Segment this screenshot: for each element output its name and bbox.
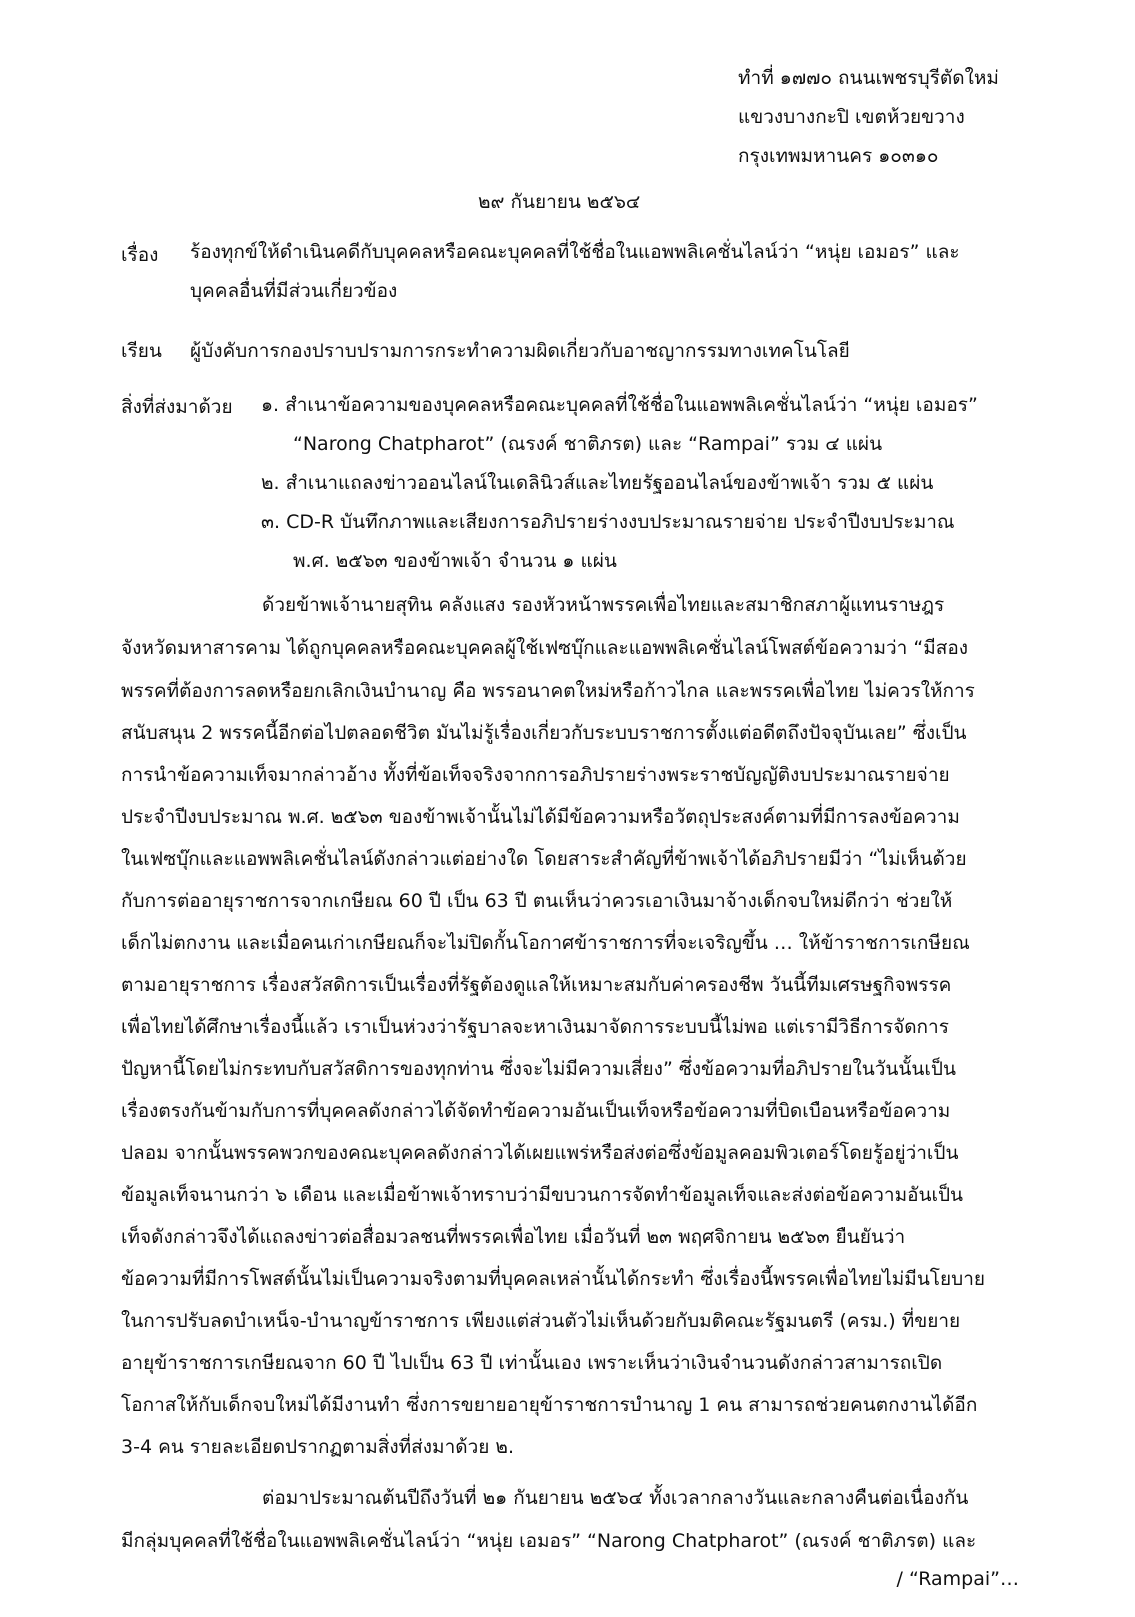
paragraph-line: ในเฟซบุ๊กและแอพพลิเคชั่นไลน์ดังกล่าวแต่อย่างใด โดยสาระสำคัญที่ข้าพเจ้าได้อภิปรายมีว่า “ไม่เห็นด้วย [121,848,967,870]
enclosure-item-continued: พ.ศ. ๒๕๖๓ ของข้าพเจ้า จำนวน ๑ แผ่น [293,550,617,572]
subject-line: ร้องทุกข์ให้ดำเนินคดีกับบุคคลหรือคณะบุคคลที่ใช้ชื่อในแอพพลิเคชั่นไลน์ว่า “หนุ่ย เอมอร” และ [190,241,960,263]
address-line: ทำที่ ๑๗๗๐ ถนนเพชรบุรีตัดใหม่ [738,67,999,89]
sender-address [738,59,999,176]
paragraph-line: การนำข้อความเท็จมากล่าวอ้าง ทั้งที่ข้อเท็จจริงจากการอภิปรายร่างพระราชบัญญัติงบประมาณรายจ่าย [121,764,950,786]
paragraph-line: ปลอม จากนั้นพรรคพวกของคณะบุคคลดังกล่าวได้เผยแพร่หรือส่งต่อซึ่งข้อมูลคอมพิวเตอร์โดยรู้อยู่ว่าเป็น [121,1142,959,1164]
subject-label: เรื่อง [121,244,159,266]
enclosure-item: ๒. สำเนาแถลงข่าวออนไลน์ในเดลินิวส์และไทยรัฐออนไลน์ของข้าพเจ้า รวม ๕ แผ่น [261,472,934,494]
paragraph-line: 3-4 คน รายละเอียดปรากฏตามสิ่งที่ส่งมาด้วย ๒. [121,1436,514,1458]
paragraph-line: ตามอายุราชการ เรื่องสวัสดิการเป็นเรื่องที่รัฐต้องดูแลให้เหมาะสมกับค่าครองชีพ วันนี้ทีมเศรษฐกิจพรรค [121,974,952,996]
enclosure-item-continued: “Narong Chatpharot” (ณรงค์ ชาติภรต) และ “Rampai” รวม ๔ แผ่น [293,433,883,455]
paragraph-line: ข้อมูลเท็จนานกว่า ๖ เดือน และเมื่อข้าพเจ้าทราบว่ามีขบวนการจัดทำข้อมูลเท็จและส่งต่อข้อความอันเป็น [121,1184,964,1206]
recipient-text: ผู้บังคับการกองปราบปรามการกระทำความผิดเกี่ยวกับอาชญากรรมทางเทคโนโลยี [190,340,850,362]
address-line: กรุงเทพมหานคร ๑๐๓๑๐ [738,145,939,167]
paragraph-line: ประจำปีงบประมาณ พ.ศ. ๒๕๖๓ ของข้าพเจ้านั้นไม่ได้มีข้อความหรือวัตถุประสงค์ตามที่มีการลงข้อความ [121,806,960,828]
paragraph-line: เพื่อไทยได้ศึกษาเรื่องนี้แล้ว เราเป็นห่วงว่ารัฐบาลจะหาเงินมาจัดการระบบนี้ไม่พอ แต่เรามีวิธีการจัดการ [121,1016,949,1038]
paragraph-line: เรื่องตรงกันข้ามกับการที่บุคคลดังกล่าวได้จัดทำข้อความอันเป็นเท็จหรือข้อความที่บิดเบือนหรือข้อความ [121,1100,951,1122]
paragraph-line: สนับสนุน 2 พรรคนี้อีกต่อไปตลอดชีวิต มันไม่รู้เรื่องเกี่ยวกับระบบราชการตั้งแต่อดีตถึงปัจจุบันเลย” ซึ่งเป็น [121,722,967,744]
paragraph-line: โอกาสให้กับเด็กจบใหม่ได้มีงานทำ ซึ่งการขยายอายุข้าราชการบำนาญ 1 คน สามารถช่วยคนตกงานได้อีก [121,1394,978,1416]
letter-date: ๒๙ กันยายน ๒๕๖๔ [478,191,641,213]
paragraph-line: เท็จดังกล่าวจึงได้แถลงข่าวต่อสื่อมวลชนที่พรรคเพื่อไทย เมื่อวันที่ ๒๓ พฤศจิกายน ๒๕๖๓ ยืนยันว่า [121,1226,906,1248]
paragraph-line: เด็กไม่ตกงาน และเมื่อคนเก่าเกษียณก็จะไม่ปิดกั้นโอกาศข้าราชการที่จะเจริญขึ้น … ให้ข้าราชการเกษียณ [121,932,970,954]
paragraph-line: พรรคที่ต้องการลดหรือยกเลิกเงินบำนาญ คือ พรรอนาคตใหม่หรือก้าวไกล และพรรคเพื่อไทย ไม่ควรให้การ [121,680,975,702]
paragraph-line: ในการปรับลดบำเหน็จ-บำนาญข้าราชการ เพียงแต่ส่วนตัวไม่เห็นด้วยกับมติคณะรัฐมนตรี (ครม.) ที่ขยาย [121,1310,961,1332]
subject-line: บุคคลอื่นที่มีส่วนเกี่ยวข้อง [190,280,398,302]
paragraph-line: ด้วยข้าพเจ้านายสุทิน คลังแสง รองหัวหน้าพรรคเพื่อไทยและสมาชิกสภาผู้แทนราษฎร [262,594,945,616]
paragraph-line: มีกลุ่มบุคคลที่ใช้ชื่อในแอพพลิเคชั่นไลน์ว่า “หนุ่ย เอมอร” “Narong Chatpharot” (ณรงค์ ชาติภรต) และ [121,1530,977,1552]
paragraph-line: กับการต่ออายุราชการจากเกษียณ 60 ปี เป็น 63 ปี ตนเห็นว่าควรเอาเงินมาจ้างเด็กจบใหม่ดีกว่า ช่วยให้ [121,890,953,912]
enclosure-item: ๑. สำเนาข้อความของบุคคลหรือคณะบุคคลที่ใช้ชื่อในแอพพลิเคชั่นไลน์ว่า “หนุ่ย เอมอร” [261,394,978,416]
enclosures-label: สิ่งที่ส่งมาด้วย [121,396,233,418]
recipient-label: เรียน [121,340,162,362]
paragraph-line: ข้อความที่มีการโพสต์นั้นไม่เป็นความจริงตามที่บุคคลเหล่านั้นได้กระทำ ซึ่งเรื่องนี้พรรคเพื่อไทยไม่มีนโยบาย [121,1268,986,1290]
continuation-marker: / “Rampai”… [896,1568,1019,1590]
paragraph-line: จังหวัดมหาสารคาม ได้ถูกบุคคลหรือคณะบุคคลผู้ใช้เฟซบุ๊กและแอพพลิเคชั่นไลน์โพสต์ข้อความว่า “มีสอง [121,637,969,659]
paragraph-line: ต่อมาประมาณต้นปีถึงวันที่ ๒๑ กันยายน ๒๕๖๔ ทั้งเวลากลางวันและกลางคืนต่อเนื่องกัน [262,1487,969,1509]
enclosure-item: ๓. CD-R บันทึกภาพและเสียงการอภิปรายร่างงบประมาณรายจ่าย ประจำปีงบประมาณ [261,511,955,533]
paragraph-line: ปัญหานี้โดยไม่กระทบกับสวัสดิการของทุกท่าน ซึ่งจะไม่มีความเสี่ยง” ซึ่งข้อความที่อภิปรายในวันนั้นเป็น [121,1058,956,1080]
address-line: แขวงบางกะปิ เขตห้วยขวาง [738,106,965,128]
paragraph-line: อายุข้าราชการเกษียณจาก 60 ปี ไปเป็น 63 ปี เท่านั้นเอง เพราะเห็นว่าเงินจำนวนดังกล่าวสามารถเปิด [121,1352,943,1374]
enclosures-list [261,386,978,581]
subject-text [190,233,960,311]
